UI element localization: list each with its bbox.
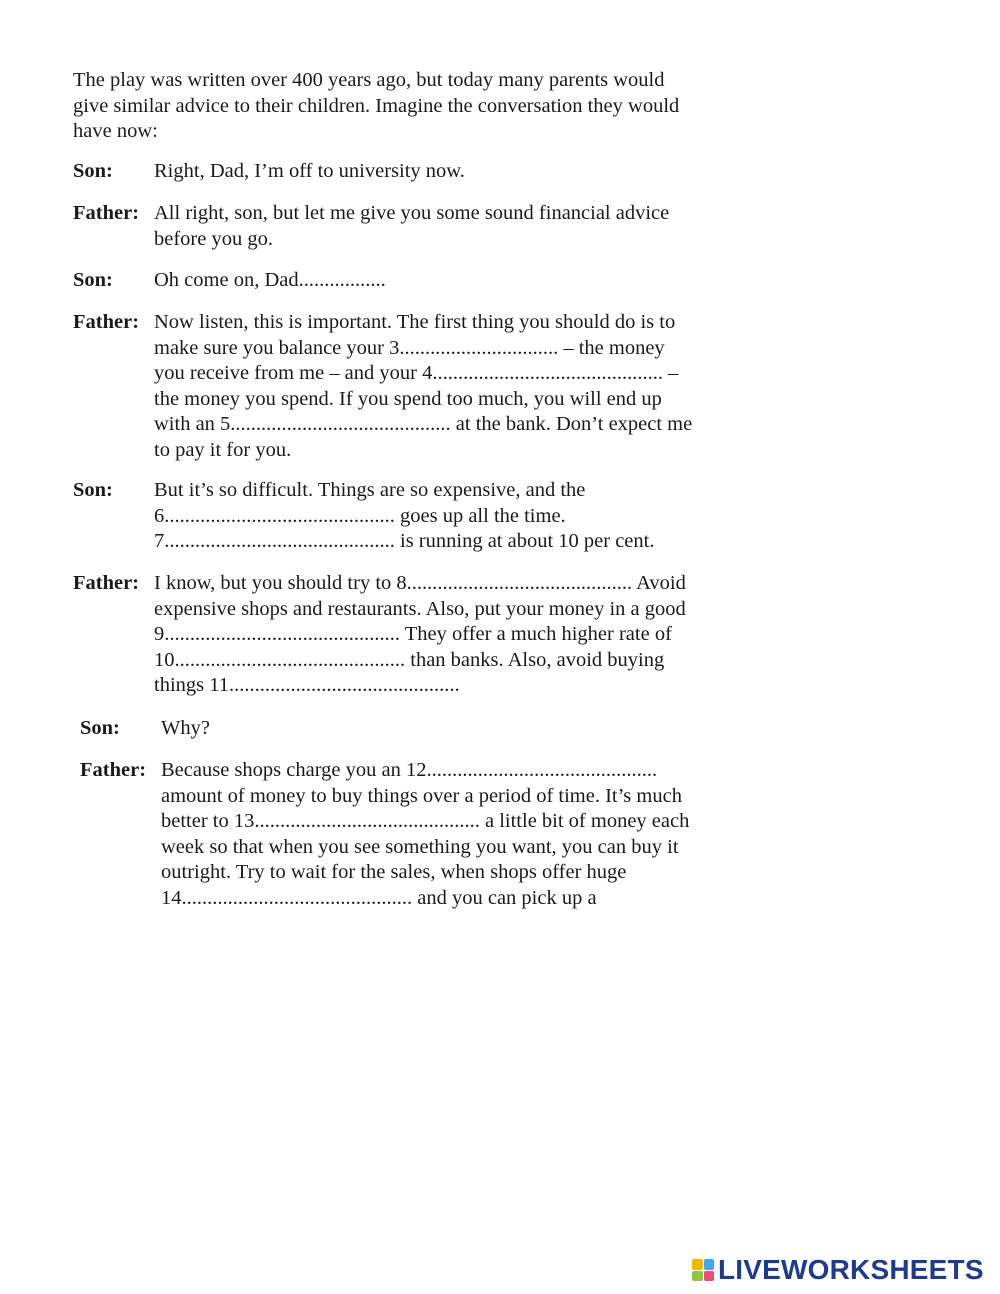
logo-square-icon <box>704 1271 715 1282</box>
dialogue-line: 14............................................. and you can pick up a <box>161 886 597 909</box>
dialogue-line: Now listen, this is important. The first thing you should do is to <box>154 311 676 333</box>
intro-line: The play was written over 400 years ago, but today many parents would <box>73 69 665 91</box>
speaker-label: Father: <box>73 572 140 594</box>
dialogue-line: with an 5........................................... at the bank. Don’t expect me <box>154 413 693 435</box>
dialogue-line: week so that when you see something you want, you can buy it <box>161 835 679 858</box>
dialogue-line: Because shops charge you an 12............................................. <box>161 759 658 781</box>
dialogue-line: things 11............................................. <box>154 674 460 696</box>
turn-text <box>154 310 774 463</box>
logo-mark-icon <box>692 1259 714 1281</box>
speaker-label: Son: <box>80 717 120 739</box>
dialogue-line: 9.............................................. They offer a much higher rate of <box>154 623 672 645</box>
turn-text <box>161 758 781 911</box>
turn-text <box>154 201 774 252</box>
dialogue-line: All right, son, but let me give you some sound financial advice <box>154 202 670 224</box>
speaker-label: Son: <box>73 160 113 182</box>
dialogue-line: I know, but you should try to 8............................................ Avoid <box>154 572 686 594</box>
intro-line: have now: <box>73 120 158 142</box>
turn-text <box>154 268 774 294</box>
dialogue-line: Oh come on, Dad................. <box>154 269 386 291</box>
dialogue-line: 10............................................. than banks. Also, avoid buying <box>154 648 665 671</box>
speaker-label: Son: <box>73 479 113 501</box>
turn-text <box>161 716 781 742</box>
dialogue-line: But it’s so difficult. Things are so expensive, and the <box>154 479 586 501</box>
turn-text <box>154 478 774 555</box>
dialogue-line: the money you spend. If you spend too much, you will end up <box>154 387 662 410</box>
dialogue-line: 7............................................. is running at about 10 per cent. <box>154 530 655 552</box>
dialogue-line: before you go. <box>154 227 273 250</box>
dialogue-line: expensive shops and restaurants. Also, put your money in a good <box>154 597 686 620</box>
turn-text <box>154 571 774 699</box>
turn-text <box>154 159 774 185</box>
logo-square-icon <box>704 1259 715 1270</box>
dialogue-line: outright. Try to wait for the sales, when shops offer huge <box>161 861 627 883</box>
liveworksheets-logo <box>692 1254 992 1286</box>
speaker-label: Father: <box>73 202 140 224</box>
dialogue-line: 6............................................. goes up all the time. <box>154 504 566 527</box>
logo-square-icon <box>692 1271 703 1282</box>
dialogue-line: you receive from me – and your 4............................................. – <box>154 362 679 384</box>
logo-text: LIVEWORKSHEETS <box>718 1254 984 1285</box>
intro-line: give similar advice to their children. Imagine the conversation they would <box>73 94 680 117</box>
intro-paragraph <box>73 68 723 145</box>
dialogue-line: better to 13............................................ a little bit of money each <box>161 810 690 832</box>
logo-square-icon <box>692 1259 703 1270</box>
dialogue-line: to pay it for you. <box>154 438 292 461</box>
speaker-label: Father: <box>80 759 147 781</box>
dialogue-line: amount of money to buy things over a period of time. It’s much <box>161 784 682 807</box>
dialogue-line: Right, Dad, I’m off to university now. <box>154 160 465 182</box>
speaker-label: Father: <box>73 311 140 333</box>
dialogue-line: Why? <box>161 717 210 739</box>
speaker-label: Son: <box>73 269 113 291</box>
dialogue-line: make sure you balance your 3............................... – the money <box>154 336 665 359</box>
